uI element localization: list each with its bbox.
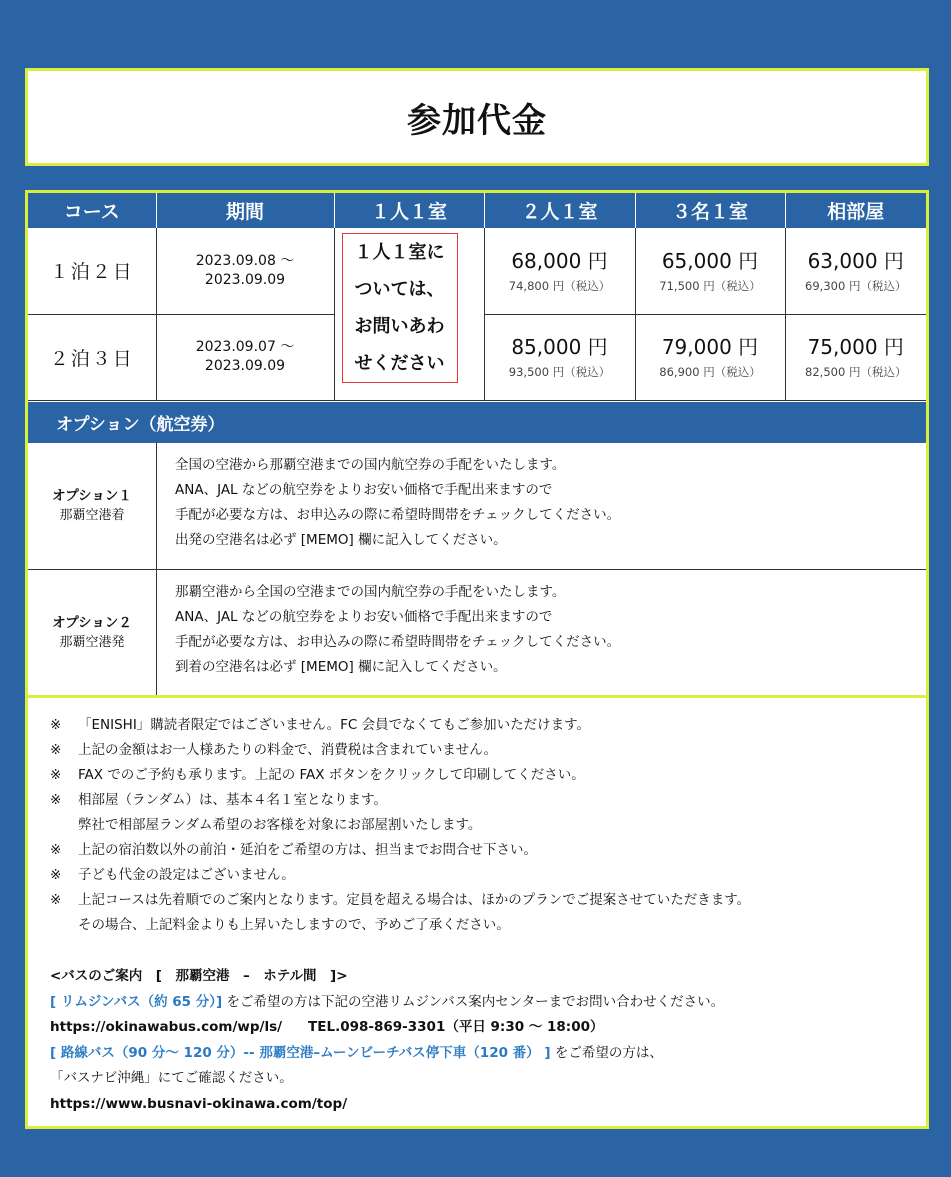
note-item xyxy=(50,888,750,913)
period-start: 2023.09.08 ～ xyxy=(195,252,295,269)
route-bus-line xyxy=(50,1041,724,1067)
option-line: 到着の空港名は必ず [MEMO] 欄に記入してください。 xyxy=(175,659,507,675)
period-cell xyxy=(156,314,334,400)
table-header-row xyxy=(28,193,926,228)
option-line: 那覇空港から全国の空港までの国内航空券の手配をいたします。 xyxy=(175,584,566,600)
table-row xyxy=(28,228,926,314)
note-text: 「ENISHI」購読者限定ではございません。FC 会員でなくてもご参加いただけます。 xyxy=(78,717,591,733)
option-name: オプション１ xyxy=(52,488,132,504)
option-row xyxy=(28,570,926,695)
option-sub: 那覇空港発 xyxy=(59,634,125,650)
header-shared: 相部屋 xyxy=(785,193,926,228)
note-item xyxy=(50,838,750,863)
busnavi-url-link[interactable]: https://www.busnavi-okinawa.com/top/ xyxy=(50,1095,348,1112)
price-cell xyxy=(484,228,635,314)
price-tax: 74,800 円（税込） xyxy=(508,278,611,293)
price-cell xyxy=(785,314,926,400)
limousine-url-link[interactable]: https://okinawabus.com/wp/ls/ xyxy=(50,1019,283,1035)
header-triple: ３名１室 xyxy=(635,193,785,228)
option-description xyxy=(157,570,926,695)
period-end: 2023.09.09 xyxy=(204,358,286,374)
price-tax: 69,300 円（税込） xyxy=(805,278,907,293)
route-bus-note: 「バスナビ沖縄」にてご確認ください。 xyxy=(50,1070,293,1086)
price-tax: 82,500 円（税込） xyxy=(805,365,907,379)
price-cell xyxy=(635,228,785,314)
note-mark: ※ xyxy=(50,842,62,858)
note-mark: ※ xyxy=(50,742,62,758)
period-cell xyxy=(156,228,334,314)
limousine-contact xyxy=(50,1015,724,1041)
limousine-text: をご希望の方は下記の空港リムジンバス案内センターまでお問い合わせください。 xyxy=(222,993,725,1010)
note-item xyxy=(50,713,750,738)
option-row xyxy=(28,443,926,570)
note-text: 子ども代金の設定はございません。 xyxy=(78,867,295,883)
notes-list xyxy=(50,713,750,938)
option-line: 手配が必要な方は、お申込みの際に希望時間帯をチェックしてください。 xyxy=(175,634,621,650)
limousine-line xyxy=(50,990,724,1016)
option-label xyxy=(28,443,157,569)
price-cell xyxy=(484,314,635,400)
single-room-cell xyxy=(334,228,484,400)
price-cell xyxy=(635,314,785,400)
note-mark: ※ xyxy=(50,792,62,808)
bus-info xyxy=(50,964,724,1117)
note-mark: ※ xyxy=(50,767,62,783)
option-line: 手配が必要な方は、お申込みの際に希望時間帯をチェックしてください。 xyxy=(175,507,621,523)
limousine-label: [ リムジンバス（約 65 分）] xyxy=(50,993,223,1010)
single-room-notice xyxy=(342,233,458,383)
price-main: 85,000 円 xyxy=(511,335,608,359)
price-table xyxy=(28,193,926,401)
note-mark: ※ xyxy=(50,717,62,733)
note-mark: ※ xyxy=(50,892,62,908)
header-course: コース xyxy=(28,193,156,228)
option-description xyxy=(157,443,926,569)
option-line: 出発の空港名は必ず [MEMO] 欄に記入してください。 xyxy=(175,532,507,548)
title-box xyxy=(25,68,929,166)
notice-line: １人１室に xyxy=(354,242,445,263)
note-text: 上記の宿泊数以外の前泊・延泊をご希望の方は、担当までお問合せ下さい。 xyxy=(78,842,537,858)
note-item xyxy=(50,788,750,813)
option-line: ANA、JAL などの航空券をよりお安い価格で手配出来ますので xyxy=(175,482,553,498)
route-bus-text: をご希望の方は、 xyxy=(550,1044,663,1061)
notice-line: せください xyxy=(354,353,445,374)
option-label xyxy=(28,570,157,695)
note-text: 相部屋（ランダム）は、基本４名１室となります。 xyxy=(78,792,387,808)
option-sub: 那覇空港着 xyxy=(59,508,125,523)
notice-line: お問いあわ xyxy=(354,316,445,337)
price-cell xyxy=(785,228,926,314)
price-tax: 71,500 円（税込） xyxy=(659,278,761,293)
price-main: 63,000 円 xyxy=(807,248,904,273)
header-single: １人１室 xyxy=(334,193,484,228)
option-name: オプション２ xyxy=(52,614,132,631)
note-mark: ※ xyxy=(50,867,62,883)
note-item xyxy=(50,763,750,788)
header-double: ２人１室 xyxy=(484,193,635,228)
course-cell: ２泊３日 xyxy=(28,314,156,400)
note-text: FAX でのご予約も承ります。上記の FAX ボタンをクリックして印刷してください。 xyxy=(78,767,585,783)
option-line: ANA、JAL などの航空券をよりお安い価格で手配出来ますので xyxy=(175,609,553,625)
note-continuation: その場合、上記料金よりも上昇いたしますので、予めご了承ください。 xyxy=(78,917,510,933)
price-main: 75,000 円 xyxy=(807,335,904,359)
bus-heading: <バスのご案内 [ 那覇空港 – ホテル間 ]> xyxy=(50,968,348,984)
period-end: 2023.09.09 xyxy=(204,271,286,288)
price-main: 79,000 円 xyxy=(661,335,759,359)
note-text: 上記の金額はお一人様あたりの料金で、消費税は含まれていません。 xyxy=(78,742,498,758)
header-period: 期間 xyxy=(156,193,334,228)
note-text: 上記コースは先着順でのご案内となります。定員を超える場合は、ほかのプランでご提案させていただきます。 xyxy=(78,892,751,908)
note-continuation: 弊社で相部屋ランダム希望のお客様を対象にお部屋割いたします。 xyxy=(78,817,482,833)
note-item xyxy=(50,738,750,763)
options-header: オプション（航空券） xyxy=(28,402,926,443)
price-main: 68,000 円 xyxy=(511,248,608,273)
main-panel xyxy=(25,190,929,1129)
price-tax: 93,500 円（税込） xyxy=(508,365,611,379)
period-start: 2023.09.07 ～ xyxy=(195,339,295,355)
route-bus-label: [ 路線バス（90 分～ 120 分）-- 那覇空港–ムーンビーチバス停下車（120 番） ] xyxy=(50,1044,551,1061)
notice-line: ついては、 xyxy=(354,279,445,300)
divider xyxy=(28,695,926,698)
limousine-tel: TEL.098-869-3301（平日 9:30 ～ 18:00） xyxy=(308,1019,604,1035)
course-cell: １泊２日 xyxy=(28,228,156,314)
price-tax: 86,900 円（税込） xyxy=(659,365,761,379)
note-item xyxy=(50,863,750,888)
page-title: 参加代金 xyxy=(407,100,547,141)
option-line: 全国の空港から那覇空港までの国内航空券の手配をいたします。 xyxy=(175,457,566,473)
price-main: 65,000 円 xyxy=(661,248,759,273)
